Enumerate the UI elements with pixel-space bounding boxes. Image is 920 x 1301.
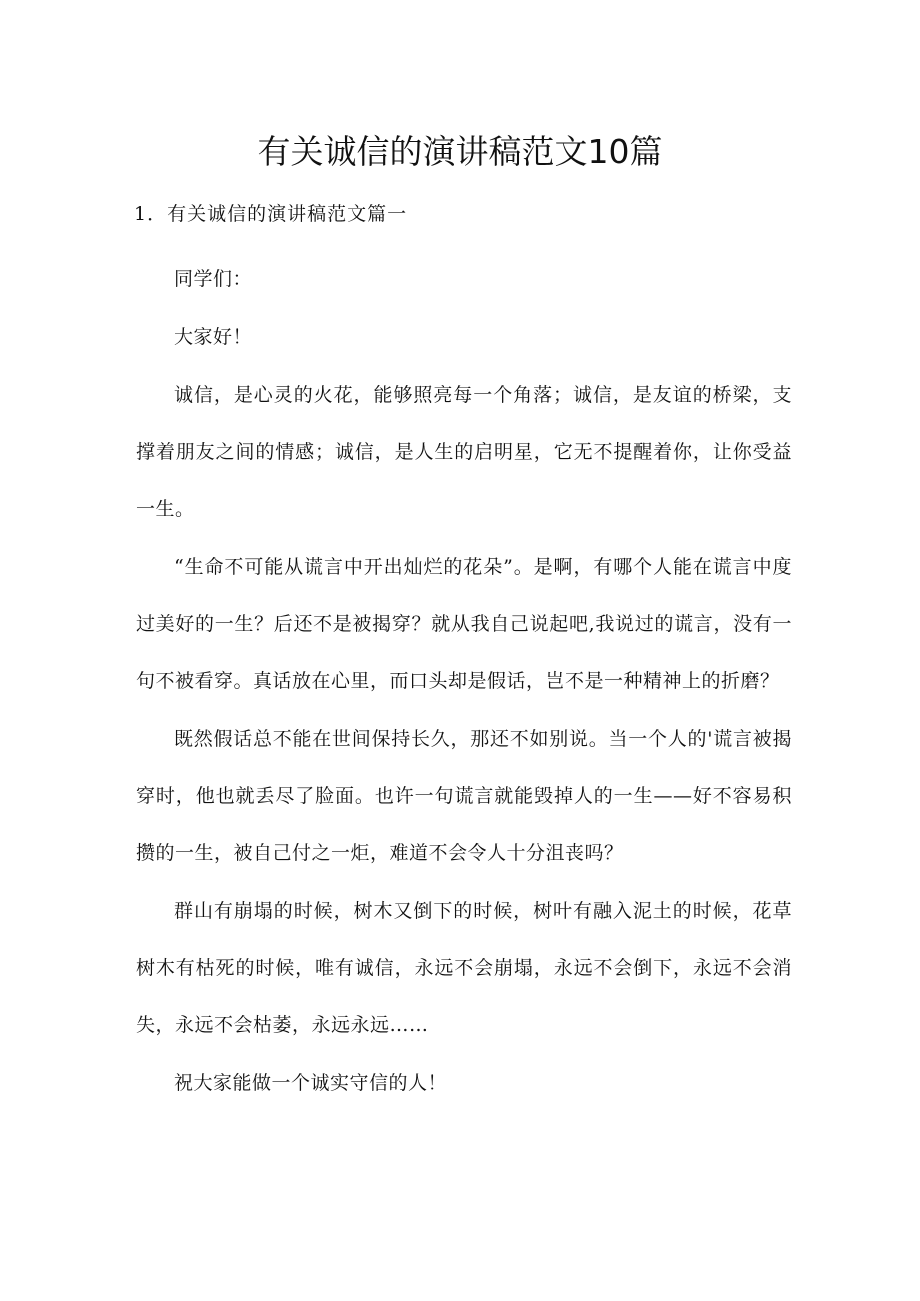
paragraph-lies-quote: “生命不可能从谎言中开出灿烂的花朵”。是啊，有哪个人能在谎言中度过美好的一生？后还不是被揭穿？就从我自己说起吧,我说过的谎言，没有一句不被看穿。真话放在心里，而口头却是假话，岂不是一种精神上的折磨？ — [136, 556, 792, 692]
paragraph-integrity-metaphor: 诚信，是心灵的火花，能够照亮每一个角落；诚信，是友谊的桥梁，支撑着朋友之间的情感；诚信，是人生的启明星，它无不提醒着你，让你受益一生。 — [136, 384, 792, 520]
paragraph-hello: 大家好！ — [174, 326, 253, 348]
section-heading: 1．有关诚信的演讲稿范文篇一 — [134, 203, 408, 225]
paragraph-greeting: 同学们： — [174, 268, 253, 290]
paragraph-nature-comparison: 群山有崩塌的时候，树木又倒下的时候，树叶有融入泥土的时候，花草树木有枯死的时候，唯有诚信，永远不会崩塌，永远不会倒下，永远不会消失，永远不会枯萎，永远永远…… — [136, 900, 792, 1036]
paragraph-lies-consequence: 既然假话总不能在世间保持长久，那还不如别说。当一个人的'谎言被揭穿时，他也就丢尽了脸面。也许一句谎言就能毁掉人的一生——好不容易积攒的一生，被自己付之一炬，难道不会令人十分沮丧吗？ — [136, 728, 792, 864]
document-title: 有关诚信的演讲稿范文10篇 — [257, 132, 663, 171]
document-body — [136, 251, 792, 1113]
paragraph-closing: 祝大家能做一个诚实守信的人！ — [174, 1072, 448, 1094]
